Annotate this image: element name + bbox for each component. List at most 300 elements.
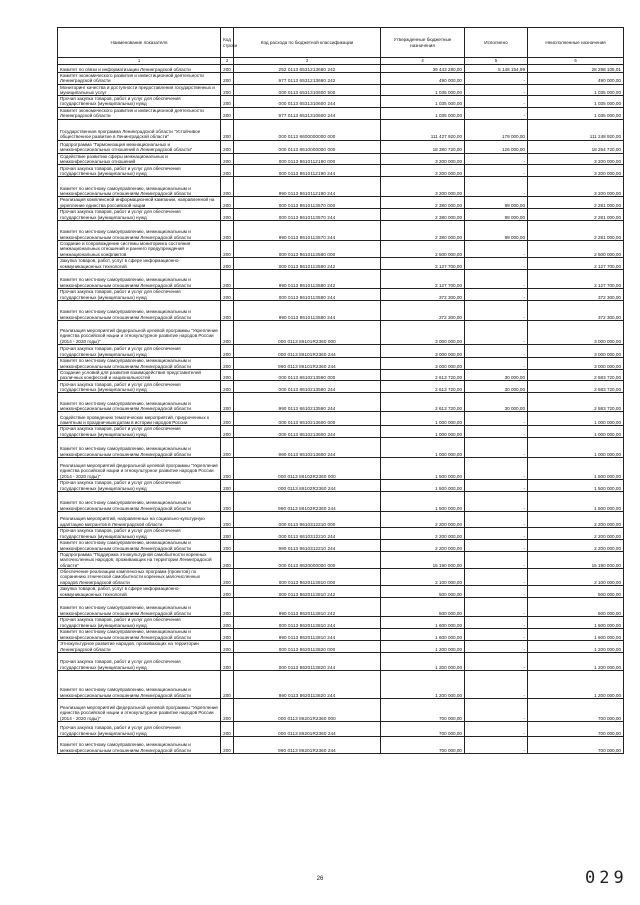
header-name: Наименование показателя xyxy=(58,28,221,58)
table-row xyxy=(58,165,624,177)
row-name: Прочая закупка товаров, работ и услуг для обеспечения государственных (муниципальных) нужд xyxy=(58,616,221,628)
row-approved: 3 000 000,00 xyxy=(381,320,465,344)
header-executed: Исполнено xyxy=(465,28,528,58)
row-unexecuted: 1 000 000,00 xyxy=(528,438,624,458)
row-unexecuted: 111 248 920,00 xyxy=(528,119,624,140)
row-budget-code: 000 0113 8610113570 000 xyxy=(234,197,381,209)
row-name: Прочая закупка товаров, работ и услуг для обеспечения государственных (муниципальных) нужд xyxy=(58,288,221,300)
row-approved: 700 000,00 xyxy=(381,736,465,753)
row-line-code: 200 xyxy=(221,344,234,357)
row-line-code: 200 xyxy=(221,165,234,177)
row-executed: - xyxy=(465,597,528,616)
row-approved: 1 035 000,00 xyxy=(381,96,465,108)
table-row xyxy=(58,597,624,616)
row-unexecuted: 2 200 000,00 xyxy=(528,512,624,528)
table-row xyxy=(58,140,624,153)
row-approved: 1 500 000,00 xyxy=(381,480,465,492)
row-executed: - xyxy=(465,670,528,698)
table-row xyxy=(58,698,624,721)
row-executed: - xyxy=(465,540,528,552)
row-executed: - xyxy=(465,616,528,628)
table-row xyxy=(58,480,624,492)
row-executed: - xyxy=(465,107,528,119)
row-executed: - xyxy=(465,96,528,108)
table-row xyxy=(58,616,624,628)
row-executed: - xyxy=(465,300,528,320)
row-unexecuted: 500 000,00 xyxy=(528,585,624,597)
sheet-stamp: 029 xyxy=(585,868,628,888)
column-number: 5 xyxy=(465,58,528,65)
row-budget-code: 990 0113 8620113810 244 xyxy=(234,628,381,640)
row-unexecuted: 2 281 000,00 xyxy=(528,197,624,209)
row-name: Прочая закупка товаров, работ и услуг для обеспечения государственных (муниципальных) нужд xyxy=(58,721,221,736)
row-budget-code: 990 0113 8610213600 244 xyxy=(234,438,381,458)
row-budget-code: 000 0113 8610312210 000 xyxy=(234,512,381,528)
table-row xyxy=(58,344,624,357)
row-executed: - xyxy=(465,698,528,721)
table-row xyxy=(58,107,624,119)
row-approved: 2 380 000,00 xyxy=(381,197,465,209)
row-name: Комитет экономического развития и инвестиционной деятельности Ленинградской области xyxy=(58,107,221,119)
header-approved: Утвержденные бюджетные назначения xyxy=(381,28,465,58)
table-row xyxy=(58,357,624,369)
row-executed: - xyxy=(465,568,528,585)
row-approved: 111 427 920,00 xyxy=(381,119,465,140)
table-row xyxy=(58,320,624,344)
row-name: Этнокультурное развитие народов, проживающих на территории Ленинградской области xyxy=(58,640,221,652)
row-unexecuted: 1 000 000,00 xyxy=(528,412,624,426)
row-unexecuted: 3 200 000,00 xyxy=(528,153,624,165)
header-budget-code: Код расхода по бюджетной классификации xyxy=(234,28,381,58)
row-executed: 5 148 154,99 xyxy=(465,65,528,73)
row-line-code: 200 xyxy=(221,320,234,344)
row-line-code: 200 xyxy=(221,585,234,597)
row-executed: 99 000,00 xyxy=(465,197,528,209)
row-unexecuted: 28 298 105,01 xyxy=(528,65,624,73)
row-executed: 99 000,00 xyxy=(465,208,528,220)
row-line-code: 200 xyxy=(221,528,234,540)
row-executed: 30 000,00 xyxy=(465,393,528,412)
table-row xyxy=(58,528,624,540)
row-line-code: 200 xyxy=(221,381,234,393)
row-line-code: 200 xyxy=(221,438,234,458)
row-approved: 2 200 000,00 xyxy=(381,540,465,552)
row-line-code: 200 xyxy=(221,84,234,96)
row-unexecuted: 1 035 000,00 xyxy=(528,107,624,119)
header-line-code: Код строки xyxy=(221,28,234,58)
page-number: 26 xyxy=(316,876,324,882)
column-number-row xyxy=(58,58,624,65)
table-row xyxy=(58,736,624,753)
row-unexecuted: 700 000,00 xyxy=(528,721,624,736)
row-executed: - xyxy=(465,357,528,369)
row-budget-code: 000 0113 6531310600 244 xyxy=(234,96,381,108)
table-row xyxy=(58,426,624,438)
row-name: Комитет по местному самоуправлению, межнациональным и межконфессиональным отношениям Ленинградской области xyxy=(58,540,221,552)
row-line-code: 200 xyxy=(221,220,234,240)
table-row xyxy=(58,381,624,393)
row-budget-code: 000 0113 8610113580 000 xyxy=(234,240,381,257)
row-name: Комитет по местному самоуправлению, межнациональным и межконфессиональным отношениям Ленинградской области xyxy=(58,736,221,753)
row-executed: - xyxy=(465,344,528,357)
row-approved: 1 000 000,00 xyxy=(381,412,465,426)
row-line-code: 200 xyxy=(221,177,234,197)
table-row xyxy=(58,492,624,512)
row-name: Прочая закупка товаров, работ и услуг для обеспечения государственных (муниципальных) нужд xyxy=(58,344,221,357)
row-budget-code: 000 0113 8620113820 244 xyxy=(234,652,381,670)
row-unexecuted: 700 000,00 xyxy=(528,736,624,753)
column-number: 2 xyxy=(221,58,234,65)
row-budget-code: 977 0113 6531213660 242 xyxy=(234,73,381,85)
row-unexecuted: 2 200 000,00 xyxy=(528,528,624,540)
row-unexecuted: 3 000 000,00 xyxy=(528,357,624,369)
row-approved: 2 380 000,00 xyxy=(381,208,465,220)
row-line-code: 200 xyxy=(221,208,234,220)
row-budget-code: 990 0113 86101R2360 244 xyxy=(234,357,381,369)
row-budget-code: 000 0113 8610213590 000 xyxy=(234,369,381,381)
row-approved: 2 380 000,00 xyxy=(381,220,465,240)
row-executed: - xyxy=(465,426,528,438)
table-row xyxy=(58,84,624,96)
row-executed: - xyxy=(465,240,528,257)
row-budget-code: 990 0113 8610112190 244 xyxy=(234,177,381,197)
row-line-code: 200 xyxy=(221,628,234,640)
row-approved: 500 000,00 xyxy=(381,597,465,616)
table-row xyxy=(58,119,624,140)
row-unexecuted: 2 100 000,00 xyxy=(528,568,624,585)
row-budget-code: 000 0113 8610213600 244 xyxy=(234,426,381,438)
row-name: Реализация мероприятий федеральной целевой программы "Укрепление единства российской нации и этнокультурное развитие народов России (2014 - 2020 годы)" xyxy=(58,320,221,344)
row-approved: 700 000,00 xyxy=(381,721,465,736)
row-name: Комитет по местному самоуправлению, межнациональным и межконфессиональным отношениям Ленинградской области xyxy=(58,628,221,640)
table-row xyxy=(58,257,624,269)
row-executed: 179 000,00 xyxy=(465,119,528,140)
table-row xyxy=(58,220,624,240)
row-budget-code: 990 0113 8610113580 244 xyxy=(234,300,381,320)
row-budget-code: 000 0113 8600000000 000 xyxy=(234,119,381,140)
row-line-code: 200 xyxy=(221,640,234,652)
row-line-code: 200 xyxy=(221,153,234,165)
row-name: Прочая закупка товаров, работ и услуг для обеспечения государственных (муниципальных) нужд xyxy=(58,426,221,438)
row-unexecuted: 2 500 000,00 xyxy=(528,240,624,257)
row-line-code: 200 xyxy=(221,616,234,628)
table-row xyxy=(58,670,624,698)
table-row xyxy=(58,197,624,209)
row-name: Обеспечение реализации комплексных программ (проектов) по сохранению этнической самобытности коренных малочисленных народов Ленинградской области xyxy=(58,568,221,585)
row-budget-code: 000 0113 8620113810 244 xyxy=(234,616,381,628)
row-line-code: 200 xyxy=(221,357,234,369)
row-executed: - xyxy=(465,84,528,96)
row-name: Реализация мероприятий федеральной целевой программы "Укрепление единства российской нации и этнокультурное развитие народов России (2014 - 2020 годы)" xyxy=(58,458,221,480)
table-row xyxy=(58,153,624,165)
row-name: Прочая закупка товаров, работ и услуг для обеспечения государственных (муниципальных) нужд xyxy=(58,165,221,177)
row-line-code: 200 xyxy=(221,698,234,721)
row-approved: 3 000 000,00 xyxy=(381,344,465,357)
row-approved: 1 600 000,00 xyxy=(381,628,465,640)
row-approved: 2 613 720,00 xyxy=(381,381,465,393)
table-row xyxy=(58,640,624,652)
row-approved: 3 200 000,00 xyxy=(381,165,465,177)
row-name: Государственная программа Ленинградской области "Устойчивое общественное развитие в Ленинградской области" xyxy=(58,119,221,140)
row-executed: - xyxy=(465,153,528,165)
table-row xyxy=(58,628,624,640)
expenditure-table xyxy=(57,27,624,754)
row-approved: 1 600 000,00 xyxy=(381,616,465,628)
row-approved: 2 500 000,00 xyxy=(381,240,465,257)
row-line-code: 200 xyxy=(221,140,234,153)
table-row xyxy=(58,721,624,736)
row-executed: - xyxy=(465,552,528,569)
row-executed: 30 000,00 xyxy=(465,369,528,381)
row-unexecuted: 490 000,00 xyxy=(528,73,624,85)
row-executed: - xyxy=(465,721,528,736)
row-executed: - xyxy=(465,257,528,269)
row-approved: 1 200 000,00 xyxy=(381,652,465,670)
row-approved: 18 380 720,00 xyxy=(381,140,465,153)
row-approved: 1 000 000,00 xyxy=(381,426,465,438)
row-budget-code: 000 0113 8620113810 242 xyxy=(234,585,381,597)
table-row xyxy=(58,300,624,320)
row-approved: 1 200 000,00 xyxy=(381,640,465,652)
row-executed: 126 000,00 xyxy=(465,140,528,153)
row-budget-code: 990 0113 86201R2360 244 xyxy=(234,736,381,753)
row-approved: 2 100 000,00 xyxy=(381,568,465,585)
row-unexecuted: 2 200 000,00 xyxy=(528,540,624,552)
row-approved: 39 443 280,00 xyxy=(381,65,465,73)
row-unexecuted: 1 600 000,00 xyxy=(528,628,624,640)
table-row xyxy=(58,177,624,197)
row-unexecuted: 1 600 000,00 xyxy=(528,616,624,628)
row-name: Комитет по местному самоуправлению, межнациональным и межконфессиональным отношениям Ленинградской области xyxy=(58,492,221,512)
table-row xyxy=(58,652,624,670)
row-line-code: 200 xyxy=(221,369,234,381)
row-approved: 3 000 000,00 xyxy=(381,357,465,369)
row-line-code: 200 xyxy=(221,65,234,73)
row-executed: - xyxy=(465,288,528,300)
row-approved: 1 500 000,00 xyxy=(381,458,465,480)
row-executed: - xyxy=(465,585,528,597)
row-executed: - xyxy=(465,438,528,458)
table-row xyxy=(58,288,624,300)
row-budget-code: 990 0113 86102R2360 244 xyxy=(234,492,381,512)
row-approved: 700 000,00 xyxy=(381,698,465,721)
table-header-row xyxy=(58,28,624,58)
row-budget-code: 000 0113 8620000000 000 xyxy=(234,552,381,569)
row-approved: 1 500 000,00 xyxy=(381,492,465,512)
row-budget-code: 000 0113 8610112190 244 xyxy=(234,165,381,177)
row-executed: - xyxy=(465,412,528,426)
row-executed: 99 000,00 xyxy=(465,220,528,240)
row-approved: 2 613 720,00 xyxy=(381,393,465,412)
row-budget-code: 000 0113 8610213590 244 xyxy=(234,381,381,393)
row-name: Комитет по местному самоуправлению, межнациональным и межконфессиональным отношениям Ленинградской области xyxy=(58,670,221,698)
table-row xyxy=(58,393,624,412)
row-name: Прочая закупка товаров, работ и услуг для обеспечения государственных (муниципальных) нужд xyxy=(58,480,221,492)
row-line-code: 200 xyxy=(221,197,234,209)
row-budget-code: 990 0113 8610113580 242 xyxy=(234,269,381,288)
table-row xyxy=(58,208,624,220)
table-row xyxy=(58,412,624,426)
row-budget-code: 990 0113 8610213590 244 xyxy=(234,393,381,412)
table-row xyxy=(58,65,624,73)
row-unexecuted: 2 127 700,00 xyxy=(528,269,624,288)
row-approved: 1 035 000,00 xyxy=(381,107,465,119)
row-line-code: 200 xyxy=(221,393,234,412)
row-name: Прочая закупка товаров, работ и услуг для обеспечения государственных (муниципальных) нужд xyxy=(58,528,221,540)
row-budget-code: 000 0113 86102R2360 244 xyxy=(234,480,381,492)
row-executed: - xyxy=(465,512,528,528)
table-row xyxy=(58,568,624,585)
row-unexecuted: 2 583 720,00 xyxy=(528,393,624,412)
row-executed: - xyxy=(465,269,528,288)
row-unexecuted: 3 000 000,00 xyxy=(528,320,624,344)
row-unexecuted: 1 035 000,00 xyxy=(528,96,624,108)
table-row xyxy=(58,73,624,85)
row-executed: - xyxy=(465,458,528,480)
row-budget-code: 000 0113 8610312210 244 xyxy=(234,528,381,540)
row-name: Комитет по местному самоуправлению, межнациональным и межконфессиональным отношениям Ленинградской области xyxy=(58,269,221,288)
row-line-code: 200 xyxy=(221,257,234,269)
row-line-code: 200 xyxy=(221,480,234,492)
row-line-code: 200 xyxy=(221,568,234,585)
row-budget-code: 000 0113 86201R2360 000 xyxy=(234,698,381,721)
row-approved: 500 000,00 xyxy=(381,585,465,597)
row-budget-code: 000 0113 8610113570 244 xyxy=(234,208,381,220)
row-approved: 1 200 000,00 xyxy=(381,670,465,698)
row-budget-code: 977 0113 6531310600 244 xyxy=(234,107,381,119)
row-line-code: 200 xyxy=(221,240,234,257)
row-unexecuted: 2 127 700,00 xyxy=(528,257,624,269)
row-unexecuted: 2 281 000,00 xyxy=(528,220,624,240)
row-name: Реализация мероприятий федеральной целевой программы "Укрепление единства российской нации и этнокультурное развитие народов России (2014 - 2020 годы)" xyxy=(58,698,221,721)
row-unexecuted: 1 000 000,00 xyxy=(528,426,624,438)
table-row xyxy=(58,585,624,597)
row-unexecuted: 1 200 000,00 xyxy=(528,652,624,670)
row-budget-code: 000 0113 6531310600 500 xyxy=(234,84,381,96)
row-approved: 1 035 000,00 xyxy=(381,84,465,96)
row-approved: 372 300,00 xyxy=(381,288,465,300)
row-line-code: 200 xyxy=(221,512,234,528)
row-executed: 30 000,00 xyxy=(465,381,528,393)
row-approved: 2 127 700,00 xyxy=(381,257,465,269)
row-budget-code: 990 0113 8610312210 244 xyxy=(234,540,381,552)
row-budget-code: 252 0113 6531213660 242 xyxy=(234,65,381,73)
column-number: 4 xyxy=(381,58,465,65)
row-approved: 2 200 000,00 xyxy=(381,528,465,540)
row-approved: 490 000,00 xyxy=(381,73,465,85)
row-budget-code: 000 0113 8610112190 000 xyxy=(234,153,381,165)
row-name: Прочая закупка товаров, работ и услуг для обеспечения государственных (муниципальных) нужд xyxy=(58,96,221,108)
row-name: Мониторинг качества и доступности предоставления государственных и муниципальных услуг xyxy=(58,84,221,96)
row-name: Комитет экономического развития и инвестиционной деятельности Ленинградской области xyxy=(58,73,221,85)
row-name: Подпрограмма "Поддержка этнокультурной самобытности коренных малочисленных народов, проживающих на территории Ленинградской области" xyxy=(58,552,221,569)
row-unexecuted: 1 500 000,00 xyxy=(528,480,624,492)
row-line-code: 200 xyxy=(221,288,234,300)
row-budget-code: 000 0113 8610000000 000 xyxy=(234,140,381,153)
row-approved: 15 190 000,00 xyxy=(381,552,465,569)
column-number: 3 xyxy=(234,58,381,65)
row-budget-code: 990 0113 8620113810 242 xyxy=(234,597,381,616)
row-name: Комитет по местному самоуправлению, межнациональным и межконфессиональным отношениям Ленинградской области xyxy=(58,177,221,197)
row-unexecuted: 500 000,00 xyxy=(528,597,624,616)
table-row xyxy=(58,240,624,257)
row-name: Создание и сопровождение системы мониторинга состояния межнациональных отношений и раннего предупреждения межнациональных конфликтов xyxy=(58,240,221,257)
row-unexecuted: 1 500 000,00 xyxy=(528,458,624,480)
row-unexecuted: 18 254 720,00 xyxy=(528,140,624,153)
row-approved: 3 200 000,00 xyxy=(381,153,465,165)
table-row xyxy=(58,552,624,569)
row-approved: 1 000 000,00 xyxy=(381,438,465,458)
row-executed: - xyxy=(465,492,528,512)
row-name: Комитет по местному самоуправлению, межнациональным и межконфессиональным отношениям Ленинградской области xyxy=(58,300,221,320)
row-approved: 372 300,00 xyxy=(381,300,465,320)
header-unexecuted: Неисполненные назначения xyxy=(528,28,624,58)
row-budget-code: 000 0113 8620113820 000 xyxy=(234,640,381,652)
row-name: Комитет по местному самоуправлению, межнациональным и межконфессиональным отношениям Ленинградской области xyxy=(58,438,221,458)
row-budget-code: 000 0113 86201R2360 244 xyxy=(234,721,381,736)
row-unexecuted: 3 200 000,00 xyxy=(528,165,624,177)
row-executed: - xyxy=(465,165,528,177)
row-name: Прочая закупка товаров, работ и услуг для обеспечения государственных (муниципальных) нужд xyxy=(58,208,221,220)
row-name: Прочая закупка товаров, работ и услуг для обеспечения государственных (муниципальных) нужд xyxy=(58,381,221,393)
row-name: Реализация комплексной информационной кампании, направленной на укрепление единства российской нации xyxy=(58,197,221,209)
row-unexecuted: 372 300,00 xyxy=(528,288,624,300)
table-row xyxy=(58,512,624,528)
row-name: Подпрограмма "Гармонизация межнациональных и межконфессиональных отношений в Ленинградской области" xyxy=(58,140,221,153)
row-line-code: 200 xyxy=(221,300,234,320)
row-line-code: 200 xyxy=(221,721,234,736)
row-unexecuted: 2 281 000,00 xyxy=(528,208,624,220)
row-line-code: 200 xyxy=(221,540,234,552)
row-line-code: 200 xyxy=(221,269,234,288)
row-line-code: 200 xyxy=(221,736,234,753)
row-line-code: 200 xyxy=(221,426,234,438)
row-approved: 2 613 720,00 xyxy=(381,369,465,381)
table-row xyxy=(58,540,624,552)
row-executed: - xyxy=(465,640,528,652)
row-executed: - xyxy=(465,177,528,197)
table-row xyxy=(58,269,624,288)
row-budget-code: 000 0113 8610113580 242 xyxy=(234,257,381,269)
table-row xyxy=(58,369,624,381)
row-unexecuted: 1 200 000,00 xyxy=(528,640,624,652)
table-row xyxy=(58,458,624,480)
table-row xyxy=(58,96,624,108)
row-name: Комитет по связи и информатизации Ленинградской области xyxy=(58,65,221,73)
row-name: Содействие развитию сферы межнациональных и межконфессиональных отношений xyxy=(58,153,221,165)
row-approved: 3 200 000,00 xyxy=(381,177,465,197)
row-budget-code: 000 0113 86101R2360 000 xyxy=(234,320,381,344)
row-budget-code: 000 0113 86102R2360 000 xyxy=(234,458,381,480)
row-line-code: 200 xyxy=(221,552,234,569)
row-unexecuted: 3 200 000,00 xyxy=(528,177,624,197)
row-unexecuted: 2 583 720,00 xyxy=(528,381,624,393)
row-line-code: 200 xyxy=(221,96,234,108)
row-name: Прочая закупка товаров, работ и услуг для обеспечения государственных (муниципальных) нужд xyxy=(58,652,221,670)
row-executed: - xyxy=(465,528,528,540)
row-unexecuted: 1 500 000,00 xyxy=(528,492,624,512)
row-line-code: 200 xyxy=(221,412,234,426)
row-executed: - xyxy=(465,320,528,344)
row-name: Закупка товаров, работ, услуг в сфере информационно-коммуникационных технологий xyxy=(58,585,221,597)
row-executed: - xyxy=(465,480,528,492)
row-name: Комитет по местному самоуправлению, межнациональным и межконфессиональным отношениям Ленинградской области xyxy=(58,357,221,369)
row-line-code: 200 xyxy=(221,73,234,85)
row-executed: - xyxy=(465,652,528,670)
row-approved: 2 127 700,00 xyxy=(381,269,465,288)
row-budget-code: 990 0113 8610113570 244 xyxy=(234,220,381,240)
row-unexecuted: 700 000,00 xyxy=(528,698,624,721)
